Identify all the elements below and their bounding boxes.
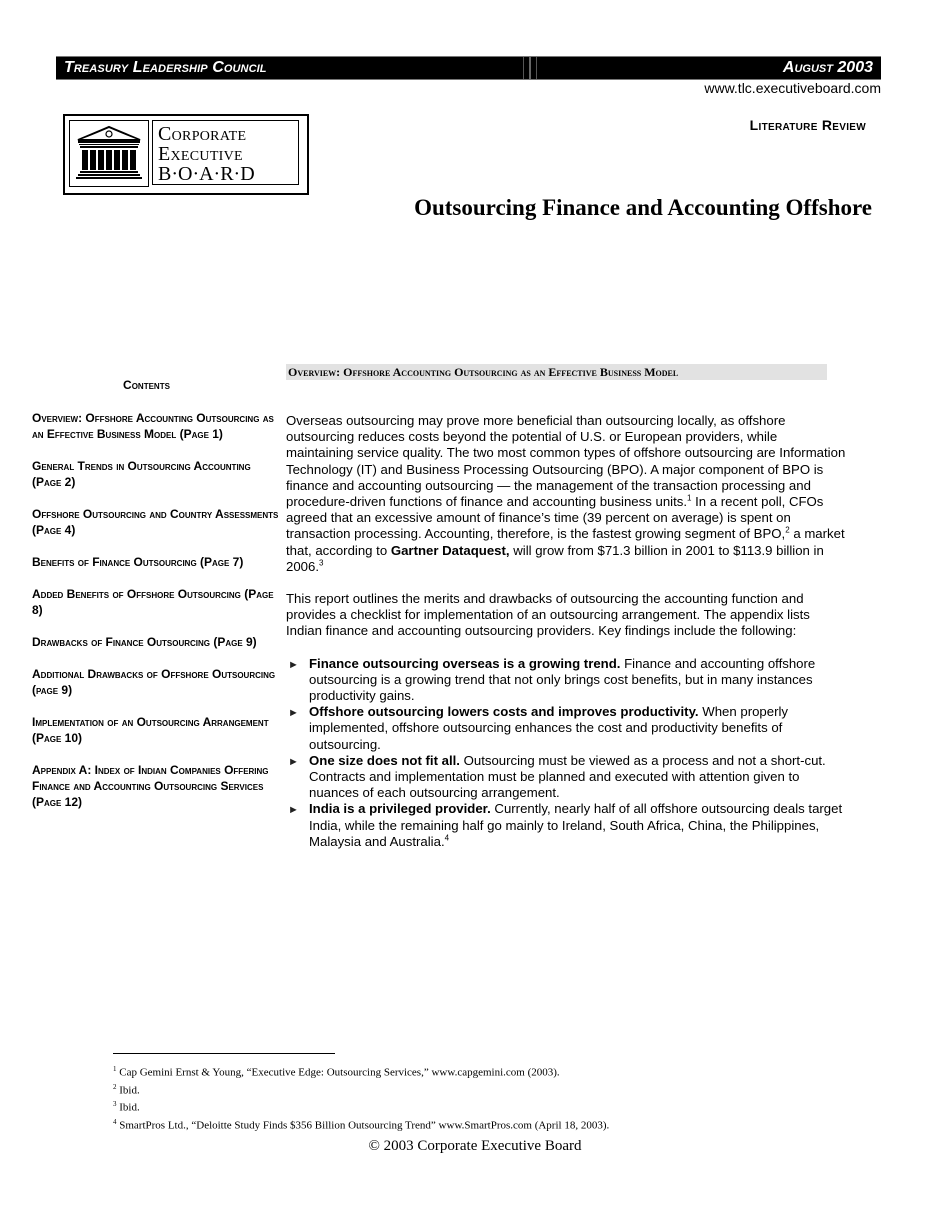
header-divider [523, 57, 524, 79]
section-heading: Overview: Offshore Accounting Outsourcing as an Effective Business Model [286, 364, 827, 380]
text-run: will grow from $71.3 billion in 2001 to $113.9 billion in 2006. [286, 542, 824, 574]
text-run: a market that, according to [286, 526, 845, 558]
temple-columns-icon [69, 120, 149, 187]
footnote-ref[interactable]: 4 [444, 833, 450, 843]
key-finding [286, 656, 846, 705]
footnote-ref[interactable]: 1 [687, 493, 692, 503]
header-bar [56, 56, 881, 80]
key-finding [286, 801, 846, 850]
finding-title: Offshore outsourcing lowers costs and improves productivity. [309, 704, 699, 720]
publication-date: August 2003 [782, 59, 873, 76]
footnote-text: Ibid. [119, 1101, 140, 1114]
section-body [286, 413, 846, 850]
text-run: In a recent poll, CFOs agreed that an excessive amount of finance’s time (39 percent on average) is spent on transaction processing. Accounting, therefore, is the fastest growing segment of BPO, [286, 494, 824, 542]
contents-heading: Contents [123, 378, 170, 392]
logo-line-1: Corporate [158, 123, 247, 145]
footnote [113, 1062, 609, 1080]
footnote-ref[interactable]: 3 [319, 558, 324, 568]
website-link[interactable]: www.tlc.executiveboard.com [704, 80, 881, 96]
toc-item[interactable]: Benefits of Finance Outsourcing (Page 7) [32, 555, 244, 569]
arrow-bullet-icon: ► [288, 658, 299, 671]
finding-text: When properly implemented, offshore outsourcing enhances the cost and productivity benefits of outsourcing. [309, 704, 789, 752]
footnote-number: 3 [113, 1100, 117, 1109]
paragraph-summary: This report outlines the merits and drawbacks of outsourcing the accounting function and provides a checklist for implementation of an outsourcing arrangement. The appendix lists Indian finance and accounting outsourcing providers. Key findings include the following: [286, 591, 810, 639]
finding-text: Outsourcing must be viewed as a process and not a short-cut. Contracts and implementation must be planned and executed with attention given to nuances of each outsourcing arrangement. [309, 752, 826, 801]
table-of-contents [32, 410, 282, 826]
key-finding [286, 753, 846, 802]
finding-title: Finance outsourcing overseas is a growing trend. [309, 655, 621, 671]
toc-item[interactable]: Added Benefits of Offshore Outsourcing (Page 8) [32, 587, 274, 617]
toc-item[interactable]: Implementation of an Outsourcing Arrangement (Page 10) [32, 715, 269, 745]
footnote [113, 1080, 609, 1098]
logo-line-2: Executive [158, 143, 243, 165]
logo-line-3: B·O·A·R·D [158, 163, 255, 185]
paragraph-intro [286, 413, 846, 575]
toc-item[interactable]: Appendix A: Index of Indian Companies Offering Finance and Accounting Outsourcing Services (Page 12) [32, 763, 269, 809]
footnote-ref[interactable]: 2 [785, 526, 790, 536]
footnote [113, 1115, 609, 1133]
toc-item[interactable]: Drawbacks of Finance Outsourcing (Page 9) [32, 635, 257, 649]
document-type: Literature Review [749, 117, 866, 133]
arrow-bullet-icon: ► [288, 804, 299, 817]
header-divider [529, 57, 531, 79]
key-findings-list [286, 656, 846, 850]
finding-text: Finance and accounting offshore outsourcing is a growing trend that not only brings cost benefits, but in many instances productivity gains. [309, 655, 816, 704]
footnote-text: Cap Gemini Ernst & Young, “Executive Edge: Outsourcing Services,” www.capgemini.com (2003). [119, 1066, 560, 1079]
footnote [113, 1097, 609, 1115]
toc-item[interactable]: Offshore Outsourcing and Country Assessments (Page 4) [32, 507, 279, 537]
corporate-executive-board-logo [63, 114, 309, 195]
finding-title: One size does not fit all. [309, 752, 460, 768]
arrow-bullet-icon: ► [288, 707, 299, 720]
copyright-notice: © 2003 Corporate Executive Board [368, 1138, 582, 1154]
logo-wordmark [152, 120, 299, 185]
toc-item[interactable]: General Trends in Outsourcing Accounting (Page 2) [32, 459, 251, 489]
finding-text: Currently, nearly half of all offshore outsourcing deals target India, while the remaining half go mainly to Ireland, South Africa, China, the Philippines, Malaysia and Australia. [309, 801, 843, 849]
source-name: Gartner Dataquest, [390, 542, 510, 558]
header-divider [536, 57, 537, 79]
key-finding [286, 704, 846, 753]
text-run: Overseas outsourcing may prove more beneficial than outsourcing locally, as offshore outsourcing reduces costs beyond the potential of U.S. or European providers, while maintaining service quality. The two most common types of offshore outsourcing are Information Technology (IT) and Business Processing Outsourcing (BPO). A major component of BPO is finance and accounting outsourcing — the management of the transaction processing and procedure-driven functions of finance and accounting business units. [286, 413, 846, 510]
toc-item[interactable]: Additional Drawbacks of Offshore Outsourcing (page 9) [32, 667, 276, 697]
document-title: Outsourcing Finance and Accounting Offshore [414, 195, 872, 220]
finding-title: India is a privileged provider. [309, 801, 491, 817]
footnote-number: 1 [113, 1065, 117, 1073]
footnote-divider [113, 1053, 335, 1054]
footnote-text: Ibid. [119, 1084, 140, 1097]
footnotes [113, 1062, 609, 1133]
footnote-number: 4 [113, 1117, 117, 1126]
arrow-bullet-icon: ► [288, 755, 299, 768]
toc-item[interactable]: Overview: Offshore Accounting Outsourcing as an Effective Business Model (Page 1) [32, 411, 274, 441]
footnote-text: SmartPros Ltd., “Deloitte Study Finds $356 Billion Outsourcing Trend” www.SmartPros.com (April 18, 2003). [119, 1119, 610, 1132]
footnote-number: 2 [113, 1082, 117, 1091]
organization-name: Treasury Leadership Council [64, 59, 267, 76]
